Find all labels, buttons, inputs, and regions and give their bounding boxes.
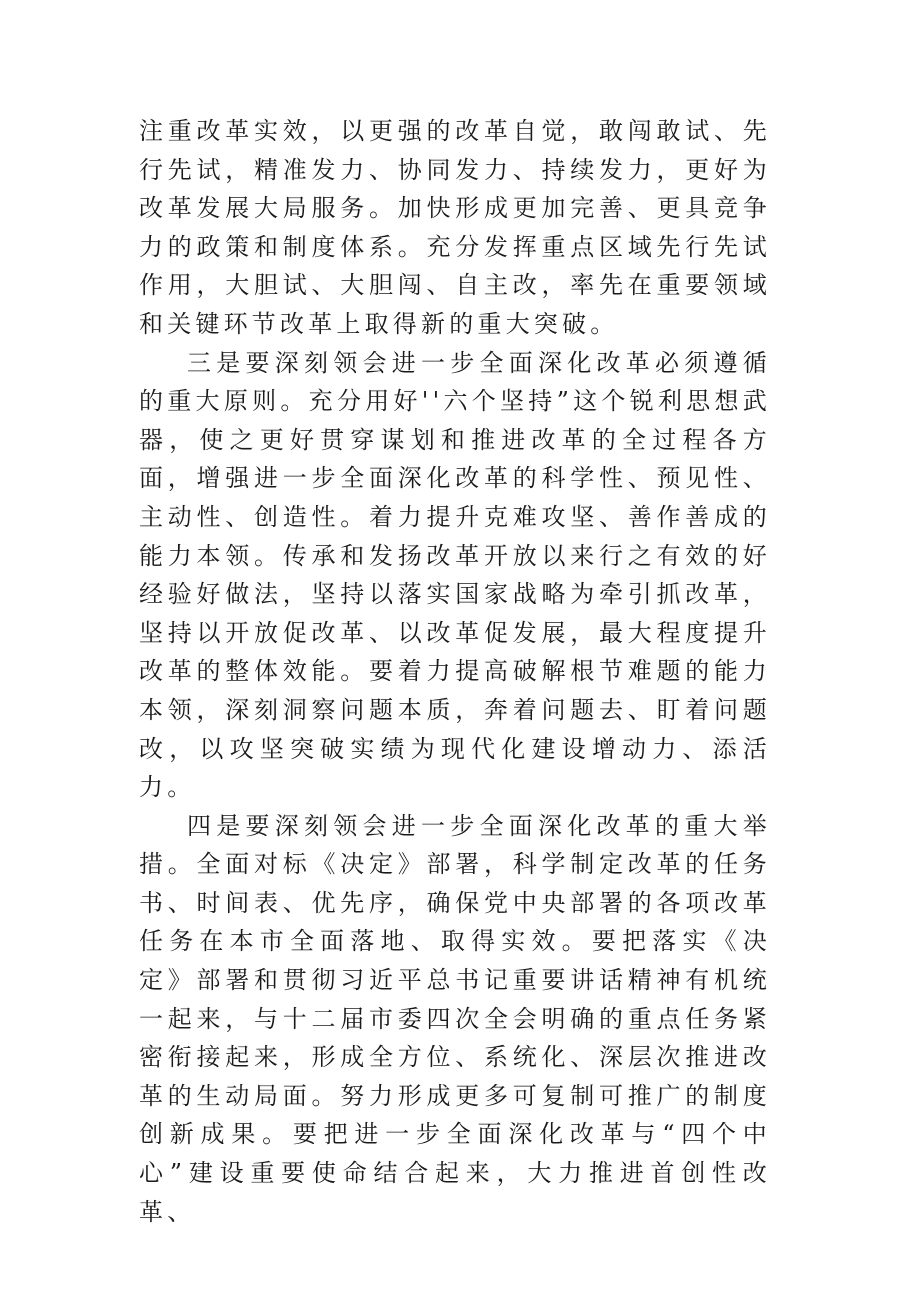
paragraph-principles: 三是要深刻领会进一步全面深化改革必须遵循的重大原则。充分用好''六个坚持”这个锐利思想武器，使之更好贯穿谋划和推进改革的全过程各方面，增强进一步全面深化改革的科学性、预见性、主动性、创造性。着力提升克难攻坚、善作善成的能力本领。传承和发扬改革开放以来行之有效的好经验好做法，坚持以落实国家战略为牵引抓改革，坚持以开放促改革、以改革促发展，最大程度提升改革的整体效能。要着力提高破解根节难题的能力本领，深刻洞察问题本质，奔着问题去、盯着问题改，以攻坚突破实绩为现代化建设增动力、添活力。 — [139, 348, 771, 802]
paragraph-measures: 四是要深刻领会进一步全面深化改革的重大举措。全面对标《决定》部署，科学制定改革的任务书、时间表、优先序，确保党中央部署的各项改革任务在本市全面落地、取得实效。要把落实《决定》部署和贯彻习近平总书记重要讲话精神有机统一起来，与十二届市委四次全会明确的重点任务紧密衔接起来，形成全方位、系统化、深层次推进改革的生动局面。努力形成更多可复制可推广的制度创新成果。要把进一步全面深化改革与“四个中心”建设重要使命结合起来，大力推进首创性改革、 — [139, 811, 771, 1226]
paragraph-continued: 注重改革实效，以更强的改革自觉，敢闯敢试、先行先试，精准发力、协同发力、持续发力，更好为改革发展大局服务。加快形成更加完善、更具竞争力的政策和制度体系。充分发挥重点区域先行先试作用，大胆试、大胆闯、自主改，率先在重要领域和关键环节改革上取得新的重大突破。 — [139, 117, 771, 338]
document-body — [139, 112, 771, 1231]
